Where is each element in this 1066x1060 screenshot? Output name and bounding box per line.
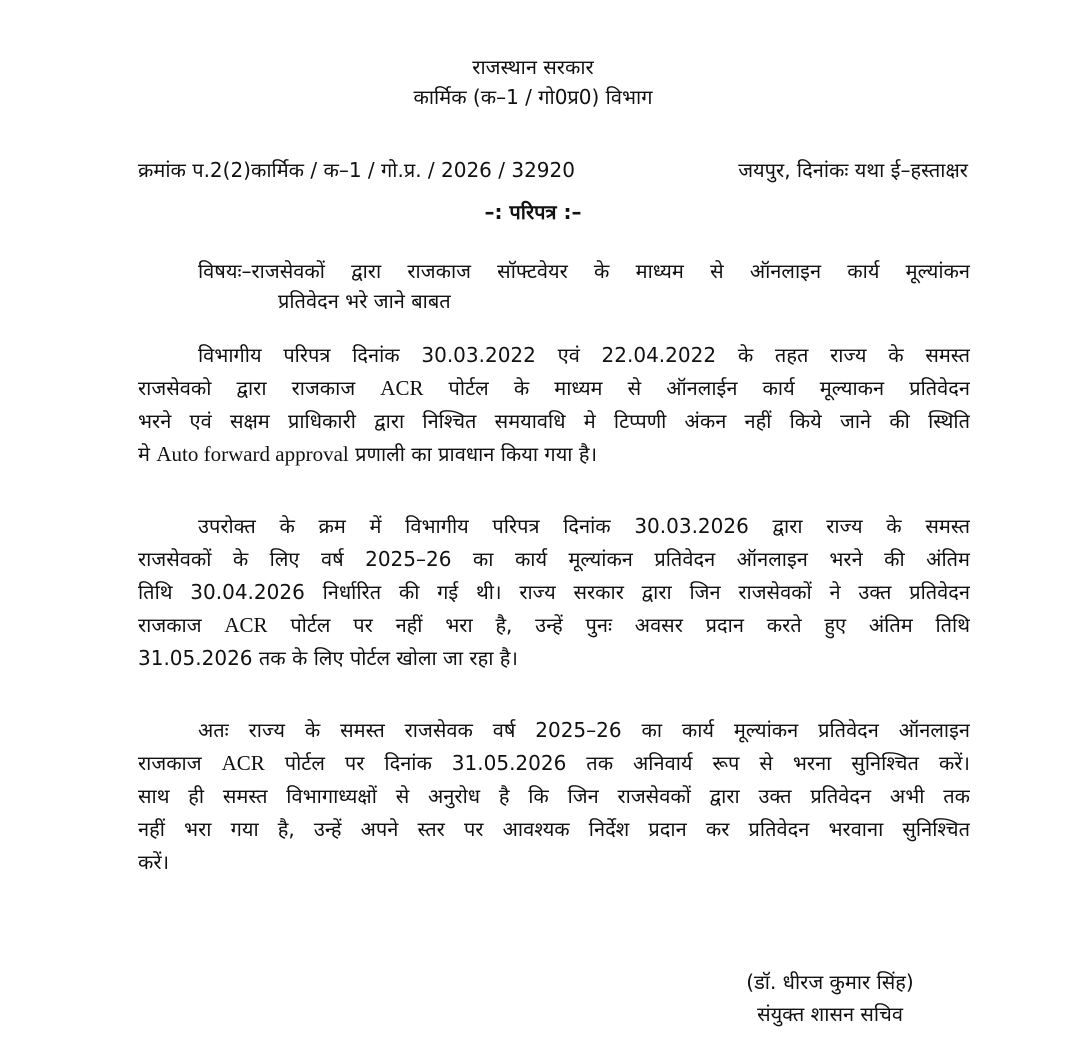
circular-title: –: परिपत्र :– — [484, 200, 582, 224]
paragraph-3-line-2-text-b: पोर्टल पर दिनांक 31.05.2026 तक अनिवार्य रूप से भरना सुनिश्चित करें। — [264, 751, 970, 775]
department-name: कार्मिक (क–1 / गो0प्र0) विभाग — [413, 85, 653, 109]
paragraph-1 — [138, 339, 970, 471]
subject — [198, 256, 970, 286]
government-name: राजस्थान सरकार — [472, 55, 594, 79]
paragraph-3-line-2 — [138, 747, 970, 780]
paragraph-2-line-4 — [138, 609, 970, 642]
paragraph-2-line-4-text-a: राजकाज — [138, 613, 225, 637]
paragraph-1-line-3: भरने एवं सक्षम प्राधिकारी द्वारा निश्चित समयावधि मे टिप्पणी अंकन नहीं किये जाने की स्थिति — [138, 409, 970, 433]
paragraph-3-line-1: अतः राज्य के समस्त राजसेवक वर्ष 2025–26 का कार्य मूल्यांकन प्रतिवेदन ऑनलाइन — [198, 718, 970, 742]
paragraph-3-line-2-text-a: राजकाज — [138, 751, 222, 775]
paragraph-1-line-4-text-a: मे — [138, 442, 157, 466]
paragraph-2 — [138, 510, 970, 675]
paragraph-3-line-3: साथ ही समस्त विभागाध्यक्षों से अनुरोध है कि जिन राजसेवकों द्वारा उक्त प्रतिवेदन अभी तक — [138, 784, 970, 808]
reference-number: क्रमांक प.2(2)कार्मिक / क–1 / गो.प्र. / 2026 / 32920 — [138, 158, 575, 182]
paragraph-2-line-5: 31.05.2026 तक के लिए पोर्टल खोला जा रहा है। — [138, 646, 518, 670]
paragraph-2-line-4-text-b: पोर्टल पर नहीं भरा है, उन्हें पुनः अवसर प्रदान करते हुए अंतिम तिथि — [267, 613, 970, 637]
acr-term: ACR — [380, 376, 424, 400]
subject-line-1: विषयः–राजसेवकों द्वारा राजकाज सॉफ्टवेयर के माध्यम से ऑनलाइन कार्य मूल्यांकन — [198, 259, 970, 283]
acr-term: ACR — [224, 613, 268, 637]
paragraph-1-line-2-text-b: पोर्टल के माध्यम से ऑनलाईन कार्य मूल्याकन प्रतिवेदन — [423, 376, 970, 400]
paragraph-3-line-4: नहीं भरा गया है, उन्हें अपने स्तर पर आवश्यक निर्देश प्रदान कर प्रतिवेदन भरवाना सुनिश्चित — [138, 817, 970, 841]
acr-term: ACR — [221, 751, 265, 775]
place-date: जयपुर, दिनांकः यथा ई–हस्ताक्षर — [738, 158, 968, 182]
paragraph-2-line-3: तिथि 30.04.2026 निर्धारित की गई थी। राज्य सरकार द्वारा जिन राजसेवकों ने उक्त प्रतिवेदन — [138, 580, 970, 604]
paragraph-2-line-1: उपरोक्त के क्रम में विभागीय परिपत्र दिनांक 30.03.2026 द्वारा राज्य के समस्त — [198, 514, 970, 538]
subject-line-2: प्रतिवेदन भरे जाने बाबत — [278, 289, 451, 313]
signatory-name: (डॉ. धीरज कुमार सिंह) — [746, 970, 914, 994]
paragraph-1-line-4 — [138, 438, 970, 471]
paragraph-3-line-5: करें। — [138, 850, 170, 874]
signature-block — [700, 966, 960, 1030]
paragraph-1-line-2 — [138, 372, 970, 405]
paragraph-1-line-2-text-a: राजसेवको द्वारा राजकाज — [138, 376, 381, 400]
paragraph-1-line-1: विभागीय परिपत्र दिनांक 30.03.2022 एवं 22.04.2022 के तहत राज्य के समस्त — [198, 343, 970, 367]
auto-forward-term: Auto forward approval — [156, 442, 349, 466]
signatory-designation: संयुक्त शासन सचिव — [757, 1002, 903, 1026]
paragraph-2-line-2: राजसेवकों के लिए वर्ष 2025–26 का कार्य मूल्यांकन प्रतिवेदन ऑनलाइन भरने की अंतिम — [138, 547, 970, 571]
paragraph-1-line-4-text-b: प्रणाली का प्रावधान किया गया है। — [348, 442, 598, 466]
paragraph-3 — [138, 714, 970, 879]
